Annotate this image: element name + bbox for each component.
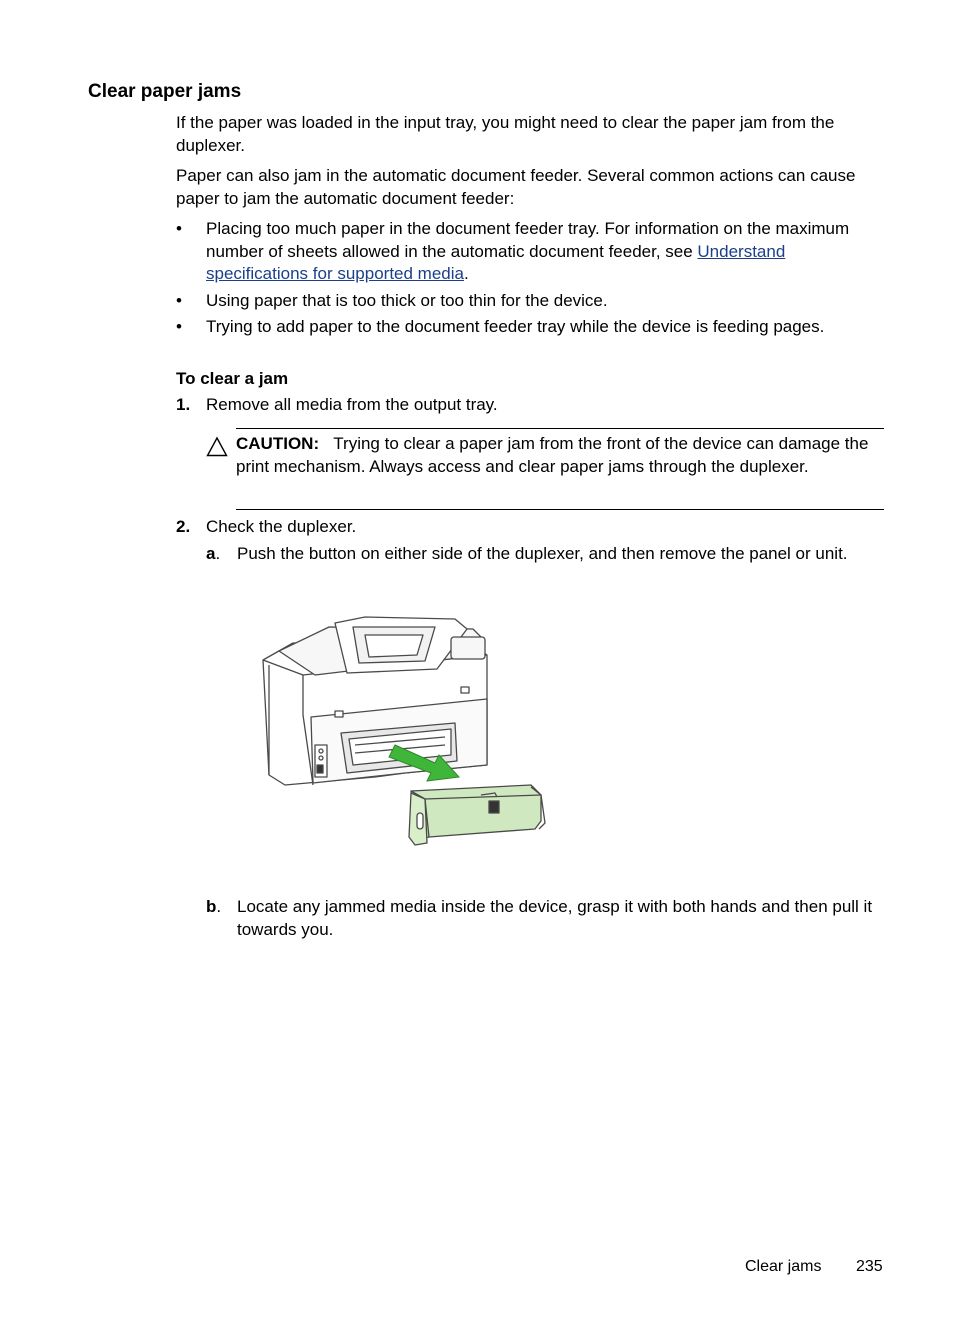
bullet-text: Trying to add paper to the document feeder tray while the device is feeding pages. [206,317,825,336]
footer-section-name: Clear jams [745,1258,822,1275]
bullet-mark: • [176,219,182,238]
substep-letter: b. [206,897,222,916]
caution-text [236,433,884,478]
footer-page-number: 235 [856,1258,883,1275]
step-number: 2. [176,517,191,536]
step-text: Check the duplexer. [206,517,357,536]
procedure-title: To clear a jam [176,369,289,388]
printer-duplexer-illustration [255,615,550,851]
caution-label: CAUTION: [236,434,320,453]
specifications-link[interactable]: Understand specifications for supported media [206,241,786,283]
step-number: 1. [176,395,191,414]
intro-paragraph-1: If the paper was loaded in the input tray, you might need to clear the paper jam from the duplexer. [176,113,835,155]
section-title: Clear paper jams [88,81,242,102]
bullet-mark: • [176,317,182,336]
substep-text: Push the button on either side of the duplexer, and then remove the panel or unit. [237,544,848,563]
step-text: Remove all media from the output tray. [206,395,498,414]
bullet-mark: • [176,291,182,310]
substep-text: Locate any jammed media inside the device, grasp it with both hands and then pull it towards you. [237,897,873,939]
bullet-text: Placing too much paper in the document feeder tray. For information on the maximum number of sheets allowed in the automatic document feeder, see Understand specifications for supported media. [206,219,850,283]
duplexer-unit [409,785,545,845]
caution-triangle-icon [206,436,228,458]
bullet-text: Using paper that is too thick or too thin for the device. [206,291,608,310]
substep-letter: a. [206,544,221,563]
caution-body: Trying to clear a paper jam from the front of the device can damage the print mechanism. Always access and clear paper jams through the duplexer. [236,434,869,476]
intro-paragraph-2: Paper can also jam in the automatic document feeder. Several common actions can cause paper to jam the automatic document feeder: [176,166,856,208]
